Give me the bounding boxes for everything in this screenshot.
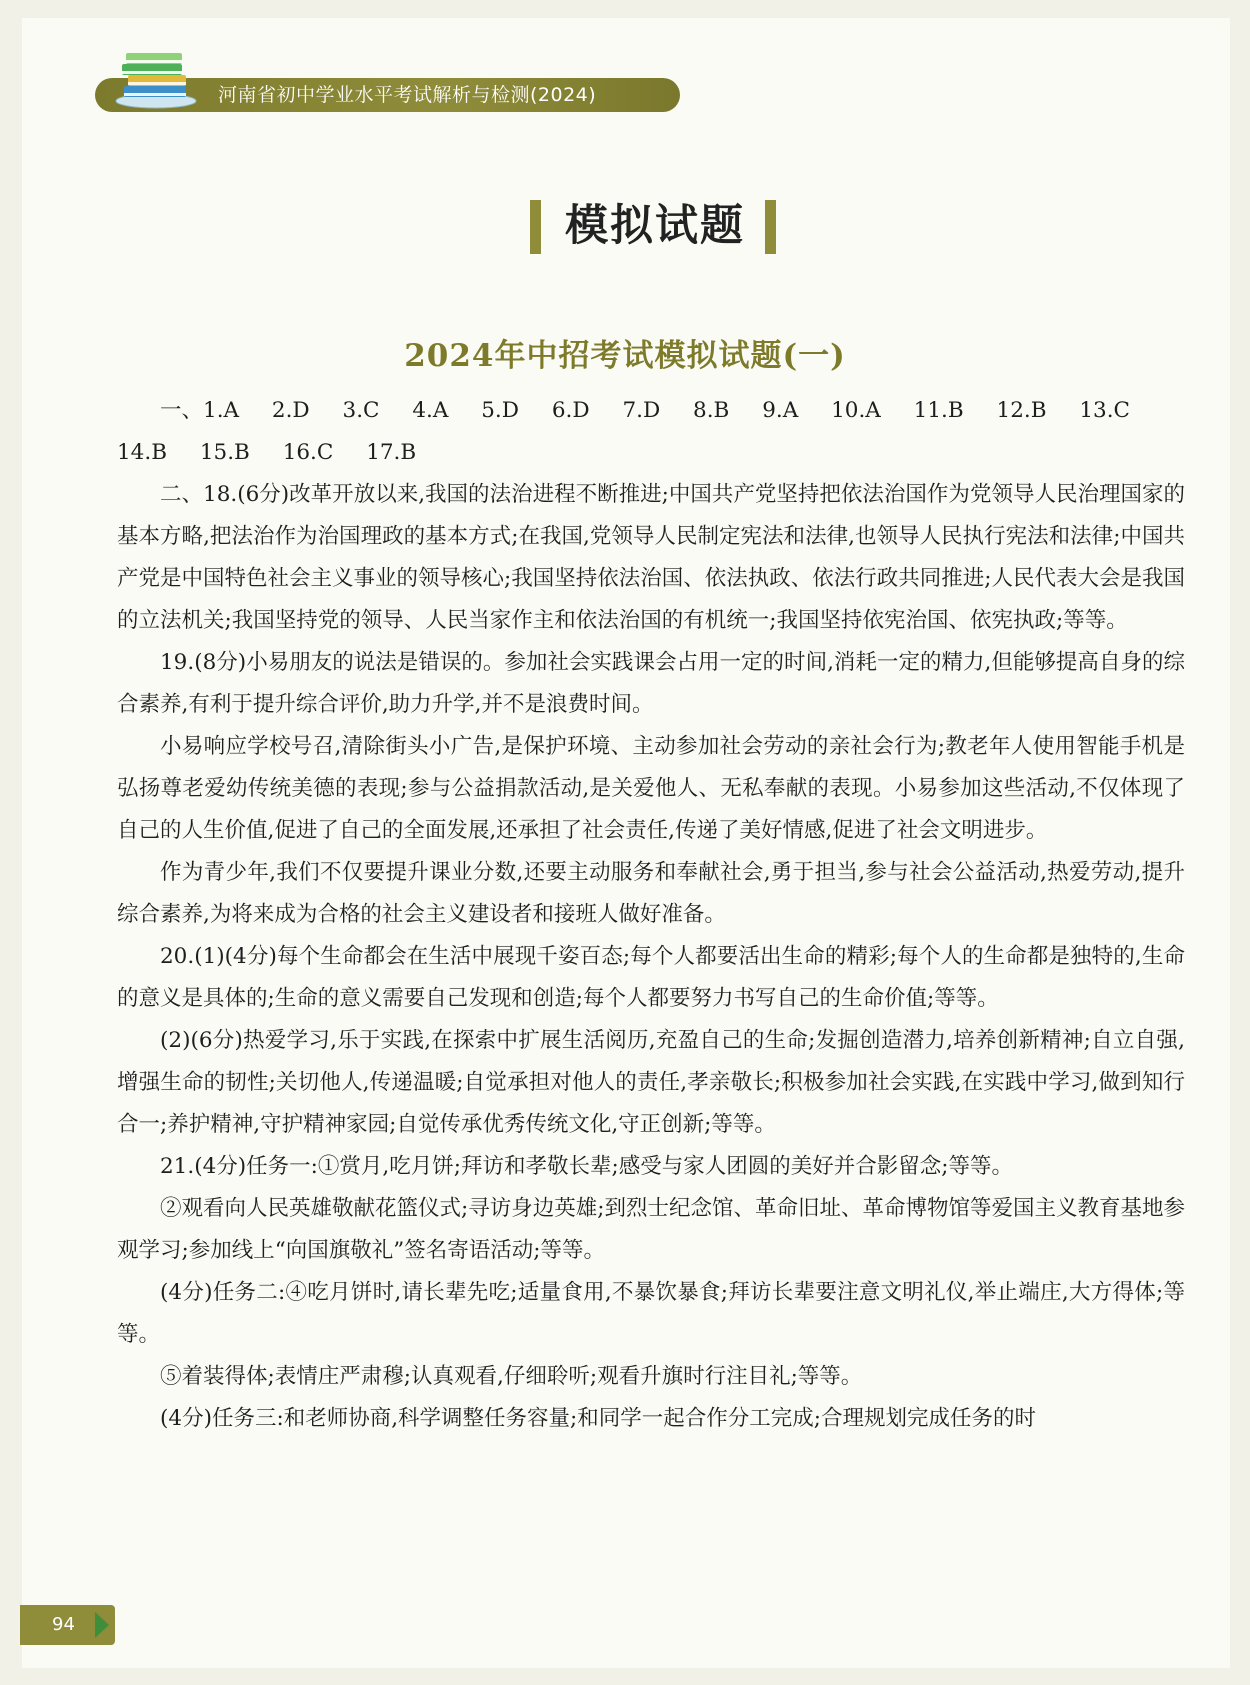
mc-answer: 16.C <box>282 440 334 465</box>
section-heading <box>520 196 780 256</box>
mc-answer: 14.B <box>117 440 167 465</box>
mc-answer: 17.B <box>366 440 417 465</box>
books-icon <box>112 46 204 110</box>
mc-answer: 6.D <box>551 398 590 423</box>
mc-answer: 13.C <box>1079 398 1131 423</box>
mc-answer: 12.B <box>996 398 1047 423</box>
answer-paragraph: 19.(8分)小易朋友的说法是错误的。参加社会实践课会占用一定的时间,消耗一定的精力,但能够提高自身的综合素养,有利于提升综合评价,助力升学,并不是浪费时间。 <box>117 650 1185 717</box>
answer-paragraph: 20.(1)(4分)每个生命都会在生活中展现千姿百态;每个人都要活出生命的精彩;每个人的生命都是独特的,生命的意义是具体的;生命的意义需要自己发现和创造;每个人都要努力书写自己的生命价值;等等。 <box>117 944 1185 1011</box>
page-tab-arrow-icon <box>95 1612 109 1638</box>
header-title: 河南省初中学业水平考试解析与检测(2024) <box>218 84 597 106</box>
answer-paragraph: ②观看向人民英雄敬献花篮仪式;寻访身边英雄;到烈士纪念馆、革命旧址、革命博物馆等爱国主义教育基地参观学习;参加线上“向国旗敬礼”签名寄语活动;等等。 <box>117 1196 1185 1263</box>
mc-answer: 8.B <box>693 398 730 423</box>
mc-prefix: 一、 <box>160 398 204 423</box>
answer-paragraph: (4分)任务三:和老师协商,科学调整任务容量;和同学一起合作分工完成;合理规划完成任务的时 <box>160 1406 1037 1431</box>
answer-paragraph: 二、18.(6分)改革开放以来,我国的法治进程不断推进;中国共产党坚持把依法治国作为党领导人民治理国家的基本方略,把法治作为治国理政的基本方式;在我国,党领导人民制定宪法和法律,也领导人民执行宪法和法律;中国共产党是中国特色社会主义事业的领导核心;我国坚持依法治国、依法执政、依法行政共同推进;人民代表大会是我国的立法机关;我国坚持党的领导、人民当家作主和依法治国的有机统一;我国坚持依宪治国、依宪执政;等等。 <box>117 482 1185 633</box>
mc-answer: 4.A <box>412 398 449 423</box>
mc-answer: 5.D <box>481 398 519 423</box>
answer-paragraph: 小易响应学校号召,清除街头小广告,是保护环境、主动参加社会劳动的亲社会行为;教老年人使用智能手机是弘扬尊老爱幼传统美德的表现;参与公益捐款活动,是关爱他人、无私奉献的表现。小易参加这些活动,不仅体现了自己的人生价值,促进了自己的全面发展,还承担了社会责任,传递了美好情感,促进了社会文明进步。 <box>117 734 1185 843</box>
page-number: 94 <box>52 1614 75 1635</box>
mc-answer: 3.C <box>342 398 380 423</box>
mc-answer: 10.A <box>831 398 881 423</box>
answer-paragraph: (4分)任务二:④吃月饼时,请长辈先吃;适量食用,不暴饮暴食;拜访长辈要注意文明礼仪,举止端庄,大方得体;等等。 <box>117 1280 1185 1347</box>
mc-answer: 15.B <box>199 440 250 465</box>
mc-answer: 7.D <box>622 398 661 423</box>
mc-answer: 11.B <box>913 398 964 423</box>
answer-content <box>117 390 1185 1440</box>
title-bar-left <box>530 200 541 254</box>
title-bar-right <box>765 200 776 254</box>
answer-paragraph: 21.(4分)任务一:①赏月,吃月饼;拜访和孝敬长辈;感受与家人团圆的美好并合影留念;等等。 <box>160 1154 1013 1179</box>
answer-paragraph: (2)(6分)热爱学习,乐于实践,在探索中扩展生活阅历,充盈自己的生命;发掘创造潜力,培养创新精神;自立自强,增强生命的韧性;关切他人,传递温暖;自觉承担对他人的责任,孝亲敬长;积极参加社会实践,在实践中学习,做到知行合一;养护精神,守护精神家园;自觉传承优秀传统文化,守正创新;等等。 <box>117 1028 1185 1137</box>
mc-answer: 1.A <box>203 398 240 423</box>
section-title: 模拟试题 <box>565 201 745 251</box>
mc-answer: 2.D <box>271 398 310 423</box>
exam-title: 2024年中招考试模拟试题(一) <box>404 338 846 374</box>
multiple-choice-answers <box>117 390 1185 474</box>
mc-answer: 9.A <box>762 398 799 423</box>
answer-paragraph: 作为青少年,我们不仅要提升课业分数,还要主动服务和奉献社会,勇于担当,参与社会公益活动,热爱劳动,提升综合素养,为将来成为合格的社会主义建设者和接班人做好准备。 <box>117 860 1185 927</box>
answer-paragraph: ⑤着装得体;表情庄严肃穆;认真观看,仔细聆听;观看升旗时行注目礼;等等。 <box>160 1364 863 1389</box>
